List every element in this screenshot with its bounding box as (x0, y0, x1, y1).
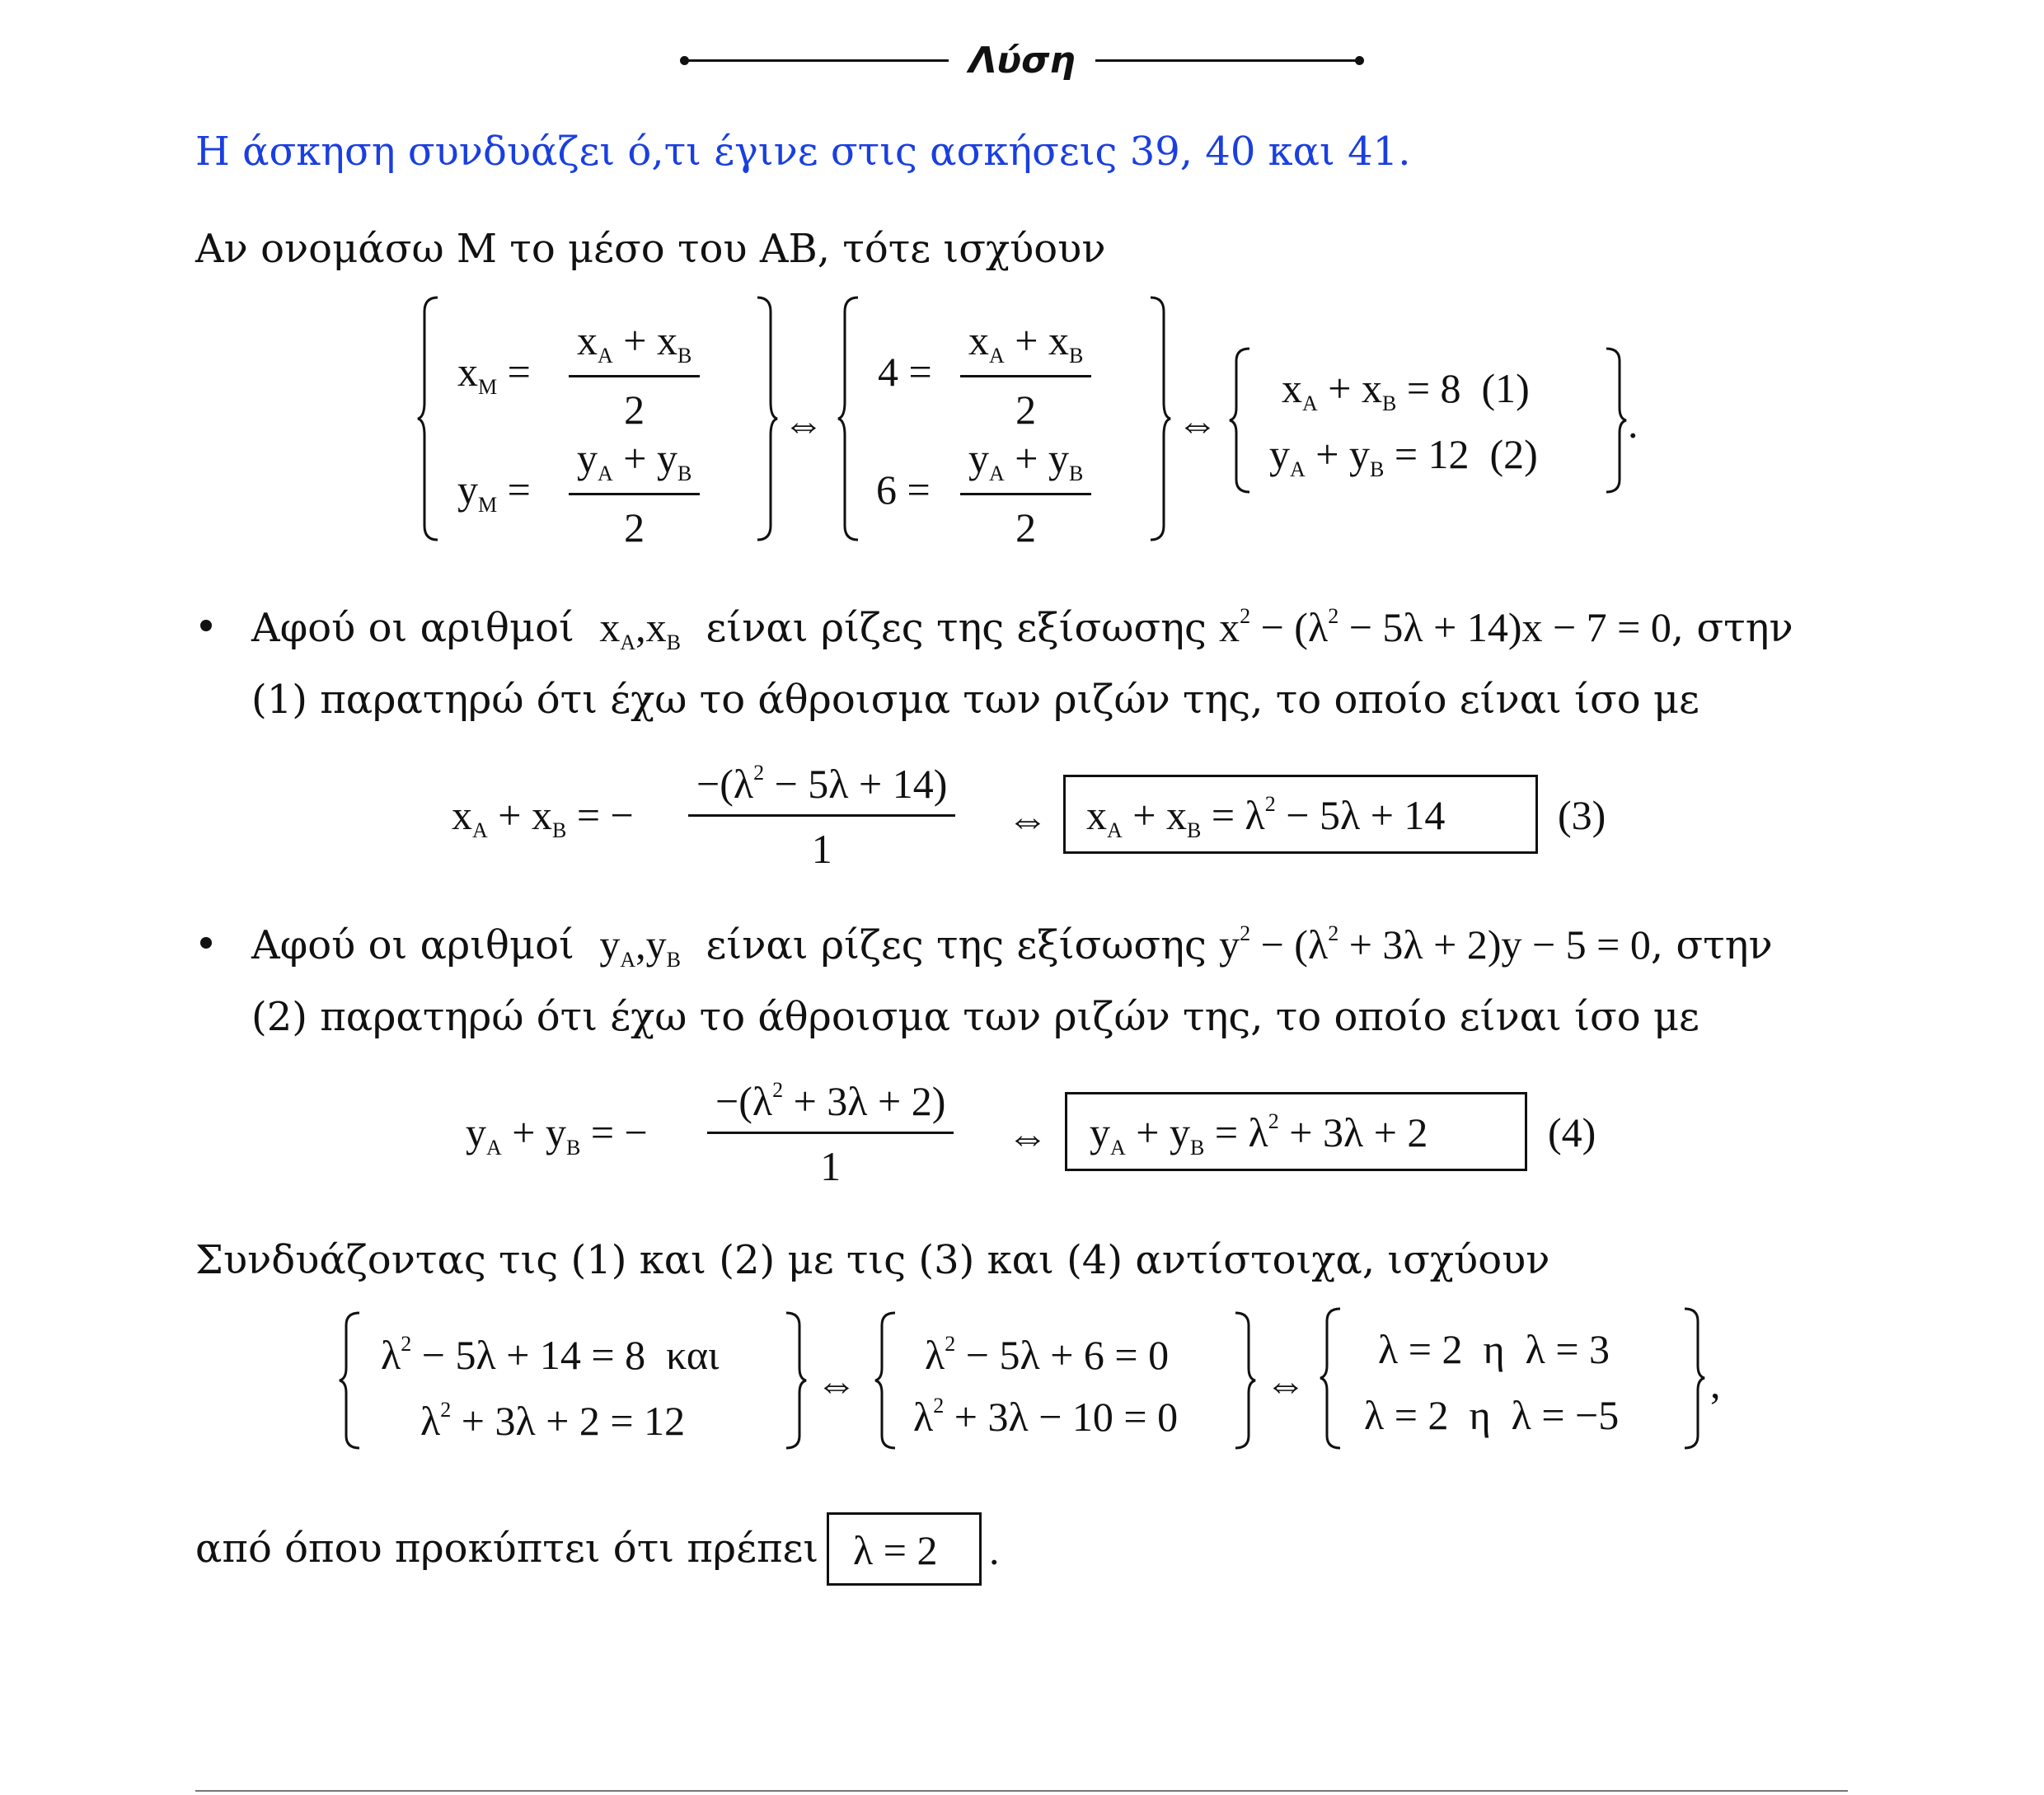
iff-symbol: ⇔ (1265, 1361, 1306, 1407)
heading-rule-left (685, 59, 949, 62)
left-brace (874, 1310, 898, 1451)
sum-x-lhs: $x_A + x_B$ = − (452, 792, 634, 842)
iff-symbol: ⇔ (783, 401, 824, 447)
paragraph-midpoint: Αν ονομάσω Μ το μέσο του ΑΒ, τότε ισχύουν (195, 226, 1106, 272)
six-lhs: 6 = (876, 466, 931, 513)
left-brace (837, 295, 861, 542)
right-brace (1603, 346, 1628, 494)
left-brace (338, 1310, 363, 1451)
bullet2-line2: (2) παρατηρώ ότι έχω το άθροισμα των ριζών της, το οποίο είναι ίσο με (251, 994, 1699, 1040)
lambda-solution-2: λ = 2 η λ = −5 (1364, 1392, 1620, 1438)
solution-heading (0, 40, 2044, 82)
sum-x-equation: $x_A + x_B = 8$ (1) (1282, 365, 1530, 415)
six-fraction: $\frac{y_A + y_B}{2}$ (960, 434, 1091, 551)
tag-3: (3) (1558, 792, 1606, 838)
four-lhs: 4 = (878, 349, 932, 395)
iff-symbol: ⇔ (1177, 401, 1218, 447)
right-brace (1232, 1310, 1257, 1451)
bullet1-line1: Αφού οι αριθμοί $x_A,x_B$ είναι ρίζες της εξίσωσης $x^2 - (\lambda^2 - 5\lambda + 14)x - 7 = 0$, στην (251, 604, 1793, 654)
page-footer-rule (195, 1790, 1848, 1792)
ym-lhs: $y_M$ = (457, 466, 531, 517)
left-brace (1319, 1306, 1343, 1451)
bullet1-line2: (1) παρατηρώ ότι έχω το άθροισμα των ριζών της, το οποίο είναι ίσο με (251, 677, 1699, 723)
final-text: από όπου προκύπτει ότι πρέπει (195, 1526, 819, 1572)
bullet (200, 620, 212, 631)
sum-x-fraction: $\frac{-(\lambda^2 - 5\lambda + 14)}{1}$ (688, 760, 955, 873)
lambda-eq-a2: $\lambda^2 + 3\lambda + 2 = 12$ (420, 1398, 686, 1444)
iff-symbol: ⇔ (1007, 796, 1048, 842)
xm-lhs: $x_M$ = (457, 349, 531, 399)
intro-text: Η άσκηση συνδυάζει ό,τι έγινε στις ασκήσεις 39, 40 και 41. (195, 129, 1411, 175)
iff-symbol: ⇔ (1007, 1113, 1048, 1160)
left-brace (416, 295, 441, 542)
right-brace (783, 1310, 808, 1451)
lambda-eq-b2: $\lambda^2 + 3\lambda - 10 = 0$ (913, 1394, 1179, 1440)
sum-y-lhs: $y_A + y_B$ = − (466, 1109, 648, 1160)
boxed-sum-x: $x_A + x_B = \lambda^2 - 5\lambda + 14$ (1086, 792, 1446, 842)
sum-y-fraction: $\frac{-(\lambda^2 + 3\lambda + 2)}{1}$ (707, 1077, 954, 1190)
ym-fraction: $\frac{y_A + y_B}{2}$ (569, 434, 700, 551)
right-brace (754, 295, 779, 542)
lambda-solution-1: λ = 2 η λ = 3 (1378, 1326, 1610, 1372)
paragraph-combining: Συνδυάζοντας τις (1) και (2) με τις (3) και (4) αντίστοιχα, ισχύουν (195, 1237, 1550, 1283)
tag-4: (4) (1548, 1109, 1596, 1155)
right-brace (1147, 295, 1172, 542)
final-period: . (989, 1527, 1000, 1573)
lambda-eq-a1: $\lambda^2 - 5\lambda + 14 = 8$ και (381, 1332, 720, 1378)
heading-title: Λύση (968, 40, 1076, 82)
sum-y-equation: $y_A + y_B = 12$ (2) (1269, 431, 1538, 481)
comma: , (1710, 1361, 1721, 1407)
four-fraction: $\frac{x_A + x_B}{2}$ (960, 316, 1091, 434)
heading-rule-right (1095, 59, 1359, 62)
boxed-sum-y: $y_A + y_B = \lambda^2 + 3\lambda + 2$ (1090, 1109, 1428, 1160)
period: . (1628, 401, 1638, 447)
lambda-eq-b1: $\lambda^2 - 5\lambda + 6 = 0$ (925, 1332, 1170, 1378)
final-answer: λ = 2 (853, 1527, 938, 1573)
right-brace (1681, 1306, 1706, 1451)
iff-symbol: ⇔ (816, 1361, 857, 1407)
xm-fraction: $\frac{x_A + x_B}{2}$ (569, 316, 700, 434)
left-brace (1228, 346, 1253, 494)
bullet (200, 937, 212, 949)
bullet2-line1: Αφού οι αριθμοί $y_A,y_B$ είναι ρίζες της εξίσωσης $y^2 - (\lambda^2 + 3\lambda + 2)y - 5 = 0$, στην (251, 921, 1773, 972)
